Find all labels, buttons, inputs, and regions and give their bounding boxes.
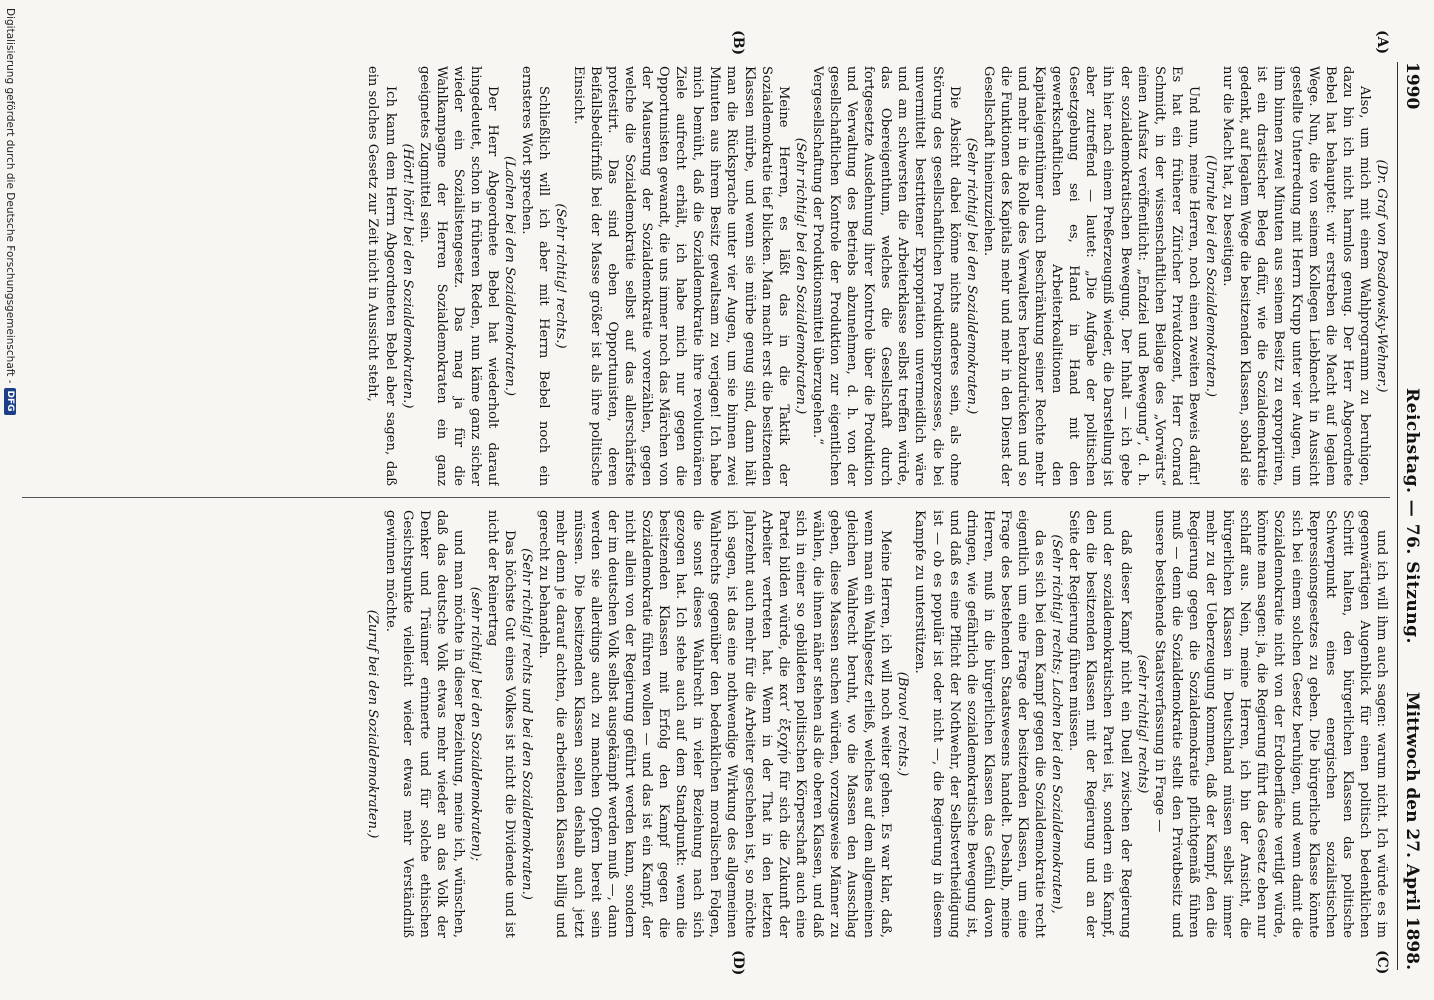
column-divider [22, 497, 1390, 498]
margin-mark-a: (A) [1374, 30, 1390, 55]
session-date: Mittwoch den 27. April 1898. [1402, 691, 1422, 970]
remark: (Sehr richtig! rechts; Lachen bei den Sozialdemokraten), [1049, 534, 1065, 914]
margin-mark-b: (B) [730, 30, 746, 56]
footer-text: Digitalisierung gefördert durch die Deutsche Forschungsgemeinschaft - [4, 8, 16, 384]
paragraph: Meine Herren, es läßt das in die Taktik der Sozialdemokratie tief blicken. Man macht erst die besitzenden Klassen mürbe, und wenn sie mürbe genug sind, dann hält man die Rücksprache unter vier Augen, um sie binnen zwei Minuten aus ihrem Besitz gewaltsam zu verjagen! Ich habe mich bemüht, daß die Sozialdemokratie ihre revolutionären Ziele aufrecht erhält, ich habe mich nur gegen die Opportunisten gewandt, die uns immer noch das Märchen von der Mauserung der Sozialdemokratie vorerzählen, gegen welche die Sozialdemokratie selbst auf das allerschärfste protestirt. Das sind eben Opportunisten, deren Beifallsbedürfniß bei der Masse größer ist als ihre politische Einsicht. [570, 66, 791, 486]
remark: (sehr richtig! rechts) [1134, 654, 1150, 794]
remark: (Sehr richtig! bei den Sozialdemokraten.) [792, 137, 808, 415]
remark: (Sehr richtig! bei den Sozialdemokraten.) [963, 137, 979, 415]
remark: (Sehr richtig! rechts.) [553, 203, 569, 349]
paragraph: Schließlich will ich aber mit Herrn Bebel noch ein ernsteres Wort sprechen. [519, 66, 552, 486]
remark: (Bravo! rechts.) [895, 671, 911, 777]
speaker-name: (Dr. Graf von Posadowsky-Wehner.) [1374, 159, 1389, 393]
dfg-logo: DFG [4, 388, 16, 415]
right-text-column [20, 510, 1390, 938]
paragraph: daß dieser Kampf nicht ein Duell zwischen der Regierung und der sozialdemokratischen Partei ist, sondern ein Kampf, den die besitzenden Klassen mit der Regierung und an der Seite der Regierung führen müssen. [1066, 510, 1133, 938]
digitization-footer [4, 8, 16, 415]
margin-mark-c: (C) [1374, 950, 1390, 975]
page-title: Reichstag. — 76. Sitzung. [1402, 388, 1422, 644]
paragraph: und man möchte in dieser Beziehung, meine ich, wünschen, daß das deutsche Volk etwas mehr wieder an das Volk der Denker und Träumer erinnerte und für solche ethischen Gesichtspunkte vielleicht wieder etwas mehr Verständniß gewinnen möchte. [382, 510, 466, 938]
remark: (Hört! hört! bei den Sozialdemokraten.) [399, 143, 415, 409]
paragraph: Das höchste Gut eines Volkes ist nicht die Dividende und ist nicht der Reinertrag [485, 510, 518, 938]
remark: (sehr richtig! bei den Sozialdemokraten); [468, 586, 484, 862]
remark: (Zuruf bei den Sozialdemokraten.) [365, 609, 381, 839]
margin-mark-d: (D) [730, 950, 746, 976]
paragraph: da es sich bei dem Kampf gegen die Sozialdemokratie recht eigentlich um eine Frage der besitzenden Klassen, um eine Frage des bestehenden Staatswesens handelt. Deshalb, meine Herren, muß in die bürgerlichen Klassen das Gefühl davon dringen, wie gefährlich die sozialdemokratische Bewegung ist, und daß es eine Pflicht der Nothwehr, der Selbstvertheidigung ist — ob es populär ist oder nicht —, die Regierung in diesem Kampfe zu unterstützen. [912, 510, 1048, 938]
remark: (Unruhe bei den Sozialdemokraten.) [1203, 155, 1219, 397]
paragraph: Der Herr Abgeordnete Bebel hat wiederholt darauf hingedeutet, schon in früheren Reden, nun käme ganz sicher wieder ein Sozialistengesetz. Das mag ja für die Wahlkampagne der Herren Sozialdemokraten ein ganz geeignetes Zugmittel sein. [416, 66, 501, 486]
remark: (Lachen bei den Sozialdemokraten.) [502, 155, 518, 396]
left-text-column [20, 66, 1390, 486]
paragraph: Also, um mich mit einem Wahlprogramm zu beruhigen, dazu bin ich nicht harmlos genug. Der Herr Abgeordnete Bebel hat behauptet: wir erstreben die Macht auf legalem Wege. Nun, die von seinem Kollegen Liebknecht in Aussicht gestellte Unterredung mit Herrn Krupp unter vier Augen, um ihm binnen zwei Minuten aus seinem Besitz zu expropriiren, ist ein drastischer Beleg dafür, wie die Sozialdemokratie gedenkt, auf legalem Wege die besitzenden Klassen, sobald sie nur die Macht hat, zu beseitigen. [1220, 66, 1372, 486]
page-number: 1990 [1402, 62, 1422, 110]
paragraph: Die Absicht dabei könne nichts anderes sein, als ohne Störung des gesellschaftlichen Produktionsprozesses, die bei unvermittelt bestrittener Expropriation unvermeidlich wäre und am schwersten die Arbeiterklasse selbst treffen würde, das Obereigenthum, welches die Gesellschaft durch fortgesetzte Ausdehnung ihrer Kontrole über die Produktion und Verwaltung des Betriebs abzunehmen, d. h. von der gesellschaftlichen Kontrole der Produktion zur eigentlichen Vergesellschaftung der Produktionsmittel überzugehen.“ [809, 66, 962, 486]
remark: (Sehr richtig! rechts und bei den Sozialdemokraten.) [519, 548, 535, 900]
page-header [1397, 62, 1422, 970]
paragraph: Meine Herren, ich will noch weiter gehen. Es war klar, daß, wenn man ein Wahlgesetz erließ, welches auf dem allgemeinen gleichen Wahlrecht beruht, wo die Massen den Ausschlag geben, diese Massen suchen würden, vorzugsweise Männer zu wählen, die ihnen näher stehen als die oberen Klassen, und daß sich in einer so gebildeten politischen Körperschaft auch eine Partei bilden würde, die κατ’ ἐξοχήν für sich die Zukunft der Arbeiter vertreten hat. Wenn in der That in den letzten Jahrzehnt auch mehr für die Arbeiter geschehen ist, so möchte ich sagen, ist das eine nothwendige Wirkung des allgemeinen Wahlrechts gegenüber den bedenklichen moralischen Folgen, die sonst dieses Wahlrecht in vieler Beziehung nach sich gezogen hat. Ich stehe auch auf dem Standpunkt: wenn die besitzenden Klassen mit Erfolg den Kampf gegen die Sozialdemokratie führen wollen — und das ist ein Kampf, der nicht allein von der Regierung geführt werden kann, sondern der im deutschen Volk selbst ausgekämpft werden muß —, dann werden sie allerdings auch zu manchen Opfern bereit sein müssen. Die besitzenden Klassen sollen deshalb auch jetzt mehr denn je darauf achten, die arbeitenden Klassen billig und gerecht zu behandeln. [536, 510, 894, 938]
paragraph: und ich will ihm auch sagen: warum nicht. Ich würde es im gegenwärtigen Augenblick für einen politisch bedenklichen Schritt halten, den bürgerlichen Klassen das politische Schwerpunkt eines energischen sozialistischen Repressionsgesetzes zu geben. Die bürgerliche Klasse könnte sich bei einem solchen Gesetz beruhigen, und wenn damit die Sozialdemokratie nicht von der Erdoberfläche vertilgt würde, könnte man sagen: ja, die Regierung führt das Gesetz eben nur schlaff aus. Nein, meine Herren, ich bin der Ansicht, die bürgerlichen Klassen in Deutschland müssen selbst immer mehr zu der Ueberzeugung kommen, daß der Kampf, den die Regierung gegen die Sozialdemokratie pflichtgemäß führen muß — denn die Sozialdemokratie stellt den Privatbesitz und unsere bestehende Staatsverfassung in Frage — [1151, 510, 1389, 938]
paragraph: Ich kann dem Herrn Abgeordneten Bebel aber sagen, daß ein solches Gesetz zur Zeit nicht in Aussicht steht, [365, 66, 398, 486]
paragraph: Und nun, meine Herren, noch einen zweiten Beweis dafür! Es hat ein früherer Züricher Privatdozent, Herr Conrad Schmidt, in der wissenschaftlichen Beilage des „Vorwärts“ einen Aufsatz veröffentlicht: „Endziel und Bewegung“, d. h. der sozialdemokratischen Bewegung. Der Inhalt — ich gebe ihn hier nach einem Preßerzeugniß wieder, die Darstellung ist aber zutreffend — lautet: „Die Aufgabe der politischen Gesetzgebung sei es, Hand in Hand mit den gewerkschaftlichen Arbeiterkoalitionen den Kapitaleigenthümer durch Beschränkung seiner Rechte mehr und mehr in die Rolle des Verwalters herabzudrücken und so die Funktionen des Kapitals mehr und mehr in den Dienst der Gesellschaft hineinzuziehen. [980, 66, 1201, 486]
